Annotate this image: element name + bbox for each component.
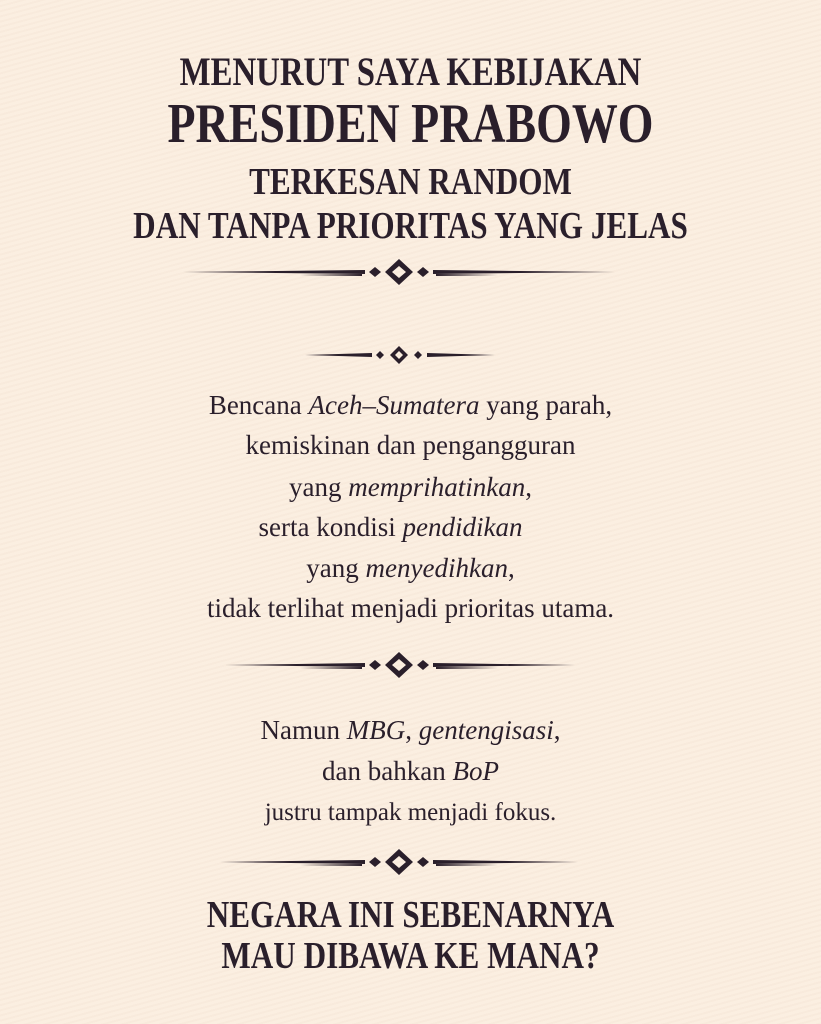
text: yang: [289, 472, 349, 502]
ornament-divider-medium: [0, 847, 821, 877]
text-italic: Aceh–Sumatera: [308, 390, 480, 420]
paragraph2-line1: [0, 713, 821, 747]
closing-question-line1: NEGARA INI SEBENARNYA: [206, 894, 615, 936]
title-line-1: MENURUT SAYA KEBIJAKAN: [179, 49, 642, 94]
text: dan bahkan: [322, 756, 453, 786]
paragraph1-line6: tidak terlihat menjadi prioritas utama.: [206, 593, 615, 623]
text: Bencana: [208, 390, 309, 420]
text: ,: [507, 553, 515, 583]
paragraph1-line3: [0, 470, 821, 504]
text: yang: [306, 553, 366, 583]
ornament-divider-medium: [0, 650, 821, 680]
paragraph1-line1: [0, 388, 821, 422]
paragraph1-line4: [0, 510, 801, 544]
text: ,: [405, 715, 419, 745]
text: yang parah,: [479, 390, 613, 420]
paragraph1-line2: kemiskinan dan pengangguran: [245, 430, 576, 460]
text: ,: [553, 715, 561, 745]
paragraph1-line5: [0, 551, 821, 585]
closing-question-line2: MAU DIBAWA KE MANA?: [221, 935, 600, 977]
text-italic: memprihatinkan: [348, 472, 526, 502]
text: ,: [525, 472, 532, 502]
paragraph2-line2: [0, 754, 821, 788]
paragraph2-line3: justru tampak menjadi fokus.: [264, 799, 557, 826]
title-line-3: TERKESAN RANDOM: [249, 161, 572, 203]
ornament-divider-small: [0, 340, 821, 370]
text: serta kondisi: [258, 512, 403, 542]
text: Namun: [260, 715, 347, 745]
ornament-divider-large: [0, 257, 821, 287]
title-line-4: DAN TANPA PRIORITAS YANG JELAS: [133, 205, 688, 247]
text-italic: menyedihkan: [365, 553, 508, 583]
title-line-2: PRESIDEN PRABOWO: [167, 93, 654, 155]
text-italic: MBG: [346, 715, 406, 745]
text-italic: gentengisasi: [418, 715, 554, 745]
text-italic: pendidikan: [402, 512, 523, 542]
text-italic: BoP: [452, 756, 499, 786]
